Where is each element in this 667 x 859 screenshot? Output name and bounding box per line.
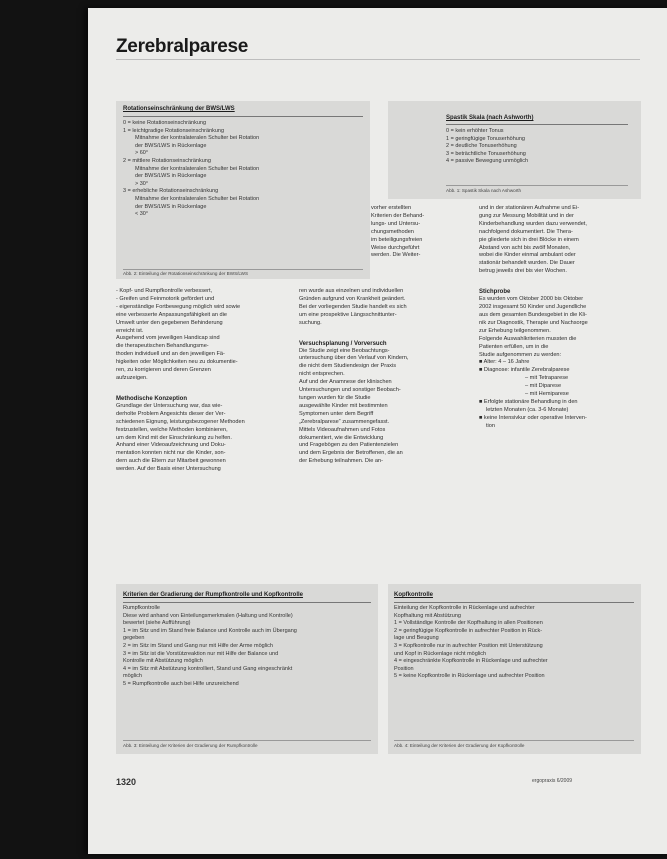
text-line: Studie aufgenommen zu werden: <box>479 351 562 358</box>
spastik-caption: Abb. 1: Spastik Skala nach Ashworth <box>446 188 522 193</box>
bullet-item: ■ keine Intensivkur oder operative Interven- <box>479 414 587 421</box>
text-line: gung zur Messung Mobilität und in der <box>479 212 574 219</box>
text-line: die therapeutischen Behandlungsme- <box>116 343 209 350</box>
text-line: Weise durchgeführt <box>371 244 420 251</box>
head-line: 5 = keine Kopfkontrolle in Rückenlage und aufrechter Position <box>394 673 545 680</box>
text-line: vorher erstellten <box>371 205 412 211</box>
bullet-item: – mit Diparese <box>525 383 562 390</box>
text-line: Kriterien der Behand- <box>371 212 425 219</box>
middle-column-top-text <box>371 205 424 260</box>
text-line: Patienten erfüllen, um in die <box>479 343 549 350</box>
text-line: festzustellen, welche Methoden kombinieren, <box>116 426 228 433</box>
text-line: werden. Auf der Basis einer Untersuchung <box>116 466 221 473</box>
text-line: higkeiten oder Möglichkeiten neu zu dokumentie- <box>116 359 238 366</box>
bullet-item: letzten Monaten (ca. 3-6 Monate) <box>486 406 569 413</box>
head-line: 1 = Vollständige Kontrolle der Kopfhaltung in allen Positionen <box>394 620 543 627</box>
text-line: „Zerebralparese“ zusammengefasst. <box>299 418 390 425</box>
rotation-line: 0 = keine Rotationseinschränkung <box>123 120 207 126</box>
trunk-line: 4 = im Sitz mit Abstützung kontrolliert, Stand und Gang eingeschränkt <box>123 665 293 672</box>
head-line: und Kopf in Rückenlage nicht möglich <box>394 650 487 657</box>
head-line: 4 = eingeschränkte Kopfkontrolle in Rückenlage und aufrechter <box>394 658 548 665</box>
text-line: erreicht ist. <box>116 327 144 334</box>
head-line: Position <box>394 665 414 672</box>
spastik-line: 1 = geringfügige Tonuserhöhung <box>446 135 525 142</box>
trunk-intro: bewertet (siehe Aufführung) <box>123 620 191 627</box>
text-line: aus dem gesamten Bundesgebiet in die Kli- <box>479 311 587 318</box>
rotation-line: > 60° <box>135 150 149 157</box>
text-line: wobei die Kinder einmal ambulant oder <box>479 252 576 259</box>
page-title: Zerebralparese <box>116 36 249 57</box>
text-line: ausgewählte Kinder mit bestimmten <box>299 402 388 409</box>
text-line: um dem Kind mit der Einschränkung zu helfen. <box>116 434 232 441</box>
spastik-line: 0 = kein erhöhter Tonus <box>446 128 504 134</box>
text-line: Symptomen unter dem Begriff <box>299 410 374 417</box>
trunk-line: 2 = im Sitz im Stand und Gang nur mit Hilfe der Arme möglich <box>123 642 273 649</box>
text-line: im beteiligungsfreien <box>371 236 423 243</box>
text-line: Abstand von acht bis zwölf Monaten, <box>479 244 571 251</box>
text-line: Kinderbehandlung wurden dazu verwendet, <box>479 220 587 227</box>
title-divider <box>116 59 640 60</box>
rotation-line: Mitnahme der kontralateralen Schulter bei Rotation <box>135 165 260 172</box>
text-line: Es wurden vom Oktober 2000 bis Oktober <box>479 296 584 303</box>
text-line: untersuchung über den Verlauf von Kindern, <box>299 355 409 362</box>
rotation-line: der BWS/LWS in Rückenlage <box>135 142 207 149</box>
text-line: betrug jeweils drei bis vier Wochen. <box>479 268 567 275</box>
bullet-item: ■ Erfolgte stationäre Behandlung in den <box>479 398 578 405</box>
text-line: ren, zu korrigieren und deren Grenzen <box>116 367 211 374</box>
bullet-item: – mit Hemiparese <box>525 391 569 398</box>
spastik-line: 4 = passive Bewegung unmöglich <box>446 158 529 165</box>
head-control-rule <box>394 602 634 603</box>
head-control-heading: Kopfkontrolle <box>394 592 433 598</box>
rotation-line: der BWS/LWS in Rückenlage <box>135 203 207 210</box>
spastik-box-rule <box>446 124 628 125</box>
text-line: ren wurde aus einzelnen und individuellen <box>299 288 404 294</box>
rotation-box-rule <box>123 116 363 117</box>
rotation-line: 2 = mittlere Rotationseinschränkung <box>123 157 211 164</box>
text-line: Grundlage der Untersuchung war, das wie- <box>116 402 223 409</box>
spastik-box-lines <box>446 128 528 166</box>
trunk-line: gegeben <box>123 635 145 642</box>
trunk-caption-rule <box>123 740 371 741</box>
head-line: 2 = geringfügige Kopfkontrolle in aufrechter Position in Rück- <box>394 627 543 634</box>
text-line: nik zur Diagnostik, Therapie und Nachsorge <box>479 319 588 326</box>
trunk-control-lines <box>123 605 297 689</box>
text-line: tungen wurden für die Studie <box>299 394 371 401</box>
trunk-line: 3 = im Sitz ist die Vorstützreaktion nur mit Hilfe der Balance und <box>123 650 279 657</box>
text-line: um eine prospektive Längsschnittunter- <box>299 311 397 318</box>
trunk-line: möglich <box>123 673 142 680</box>
rotation-caption: Abb. 2: Einteilung der Rotationseinschränkung der BWS/LWS <box>123 271 249 276</box>
text-line: lungs- und Untersu- <box>371 220 421 227</box>
text-line: zur Erhebung teilgenommen. <box>479 327 551 334</box>
text-line: Die Studie zeigt eine Beobachtungs- <box>299 347 390 354</box>
section-heading-methodik: Methodische Konzeption <box>116 395 187 402</box>
text-line: nachfolgend dokumentiert. Die Thera- <box>479 228 573 235</box>
text-line: Gründen aufgrund von Krankheit geändert. <box>299 295 406 302</box>
trunk-control-rule <box>123 602 371 603</box>
page-number: 1320 <box>116 777 137 787</box>
text-line: Umwelt unter den gegebenen Behinderung <box>116 319 223 326</box>
text-line: pie gliederte sich in drei Blöcke in einem <box>479 236 579 243</box>
left-column <box>116 288 245 474</box>
bullet-item: tion <box>486 422 496 429</box>
rotation-line: 3 = erhebliche Rotationseinschränkung <box>123 188 219 195</box>
text-line: werden. Die Weiter- <box>371 252 421 259</box>
rotation-line: Mitnahme der kontralateralen Schulter bei Rotation <box>135 195 260 202</box>
head-line: lage und Beugung <box>394 635 439 642</box>
head-caption-rule <box>394 740 634 741</box>
text-line: Auf und der Anamnese der klinischen <box>299 379 392 386</box>
rotation-line: Mitnahme der kontralateralen Schulter bei Rotation <box>135 135 260 142</box>
trunk-line: Kontrolle mit Abstützung möglich <box>123 658 203 665</box>
bullet-item: ■ Diagnose: infantile Zerebralparese <box>479 367 570 374</box>
text-line: stationär behandelt wurden. Die Dauer <box>479 260 575 267</box>
trunk-caption: Abb. 3: Einteilung der Kriterien der Gradierung der Rumpfkontrolle <box>123 743 258 748</box>
rotation-line: der BWS/LWS in Rückenlage <box>135 173 207 180</box>
spastik-box-heading: Spastik Skala (nach Ashworth) <box>446 115 534 121</box>
journal-name: ergopraxis 6/2009 <box>532 778 573 784</box>
text-line: schiedenen Eignung, leistungsbezogener Methoden <box>116 418 245 425</box>
spastik-caption-rule <box>446 185 628 186</box>
trunk-line: 1 = im Sitz und im Stand freie Balance und Kontrolle auch im Übergang <box>123 627 297 634</box>
trunk-subheading: Rumpfkontrolle <box>123 605 160 611</box>
middle-column <box>299 288 408 466</box>
text-line: suchung. <box>299 319 322 326</box>
trunk-intro: Diese wird anhand von Einteilungsmerkmalen (Haltung und Kontrolle) <box>123 612 293 619</box>
text-line: Mittels Videoaufnahmen und Fotos <box>299 426 386 433</box>
text-line: dokumentiert, wie die Entwicklung <box>299 434 384 441</box>
trunk-control-heading: Kriterien der Gradierung der Rumpfkontrolle und Kopfkontrolle <box>123 592 304 598</box>
rotation-line: 1 = leichtgradige Rotationseinschränkung <box>123 127 225 134</box>
head-intro: Kopfhaltung mit Abstützung <box>394 612 461 619</box>
text-line: 2002 insgesamt 50 Kinder und Jugendliche <box>479 304 587 311</box>
text-line: und Fragebögen zu den Patientenzielen <box>299 442 399 449</box>
text-line: Ausgehend vom jeweiligen Handicap sind <box>116 335 220 342</box>
head-intro: Einteilung der Kopfkontrolle in Rückenlage und aufrechter <box>394 605 535 611</box>
text-line: derholte Problem Angesichts dieser der Ver- <box>116 410 226 417</box>
text-line: Folgende Auswahlkriterien mussten die <box>479 335 577 342</box>
text-line: nicht entsprechen. <box>299 371 345 378</box>
spastik-line: 2 = deutliche Tonuserhöhung <box>446 143 517 150</box>
text-line: und dem Ergebnis der Betroffenen, die an <box>299 450 403 457</box>
text-line: Untersuchungen und sonstiger Beobach- <box>299 387 401 394</box>
text-line: und in der stationären Aufnahme und Ei- <box>479 205 580 211</box>
bullet-item: – mit Tetraparese <box>525 375 569 382</box>
text-line: der Erhebung teilnahmen. Die an- <box>299 458 383 465</box>
rotation-box-lines <box>123 120 259 219</box>
rotation-box-heading: Rotationseinschränkung der BWS/LWS <box>123 106 235 112</box>
text-line: - eigenständige Fortbewegung möglich wird sowie <box>116 303 241 310</box>
text-line: mentation konnten nicht nur die Kinder, son- <box>116 450 226 457</box>
spastik-line: 3 = beträchtliche Tonuserhöhung <box>446 150 526 157</box>
text-line: - Greifen und Feinmotorik gefördert und <box>116 295 215 302</box>
text-line: eine verbesserte Anpassungsfähigkeit an die <box>116 311 228 318</box>
rotation-line: > 30° <box>135 180 149 187</box>
text-line: thoden individuell und an den jeweiligen Fä- <box>116 351 225 358</box>
text-line: - Kopf- und Rumpfkontrolle verbessert, <box>116 288 213 294</box>
head-caption: Abb. 4: Einteilung der Kriterien der Gradierung der Kopfkontrolle <box>394 743 525 748</box>
text-line: Bei der vorliegenden Studie handelt es sich <box>299 303 407 310</box>
section-heading-stichprobe: Stichprobe <box>479 289 511 296</box>
rotation-line: < 30° <box>135 211 149 218</box>
head-control-lines <box>394 605 548 681</box>
text-line: Anhand einer Videoaufzeichnung und Doku- <box>116 442 226 449</box>
bullet-item: ■ Alter: 4 – 16 Jahre <box>479 359 530 366</box>
rotation-caption-rule <box>123 269 363 270</box>
head-line: 3 = Kopfkontrolle nur in aufrechter Position mit Unterstützung <box>394 642 543 649</box>
text-line: dern auch die Eltern zur Mitarbeit gewonnen <box>116 458 226 465</box>
text-line: die nicht dem Studiendesign der Praxis <box>299 363 397 370</box>
text-line: aufzuzeigen. <box>116 374 148 381</box>
section-heading-versuchsplanung: Versuchsplanung / Vorversuch <box>299 340 387 347</box>
trunk-line: 5 = Rumpfkontrolle auch bei Hilfe unzureichend <box>123 680 239 687</box>
text-line: chungsmethoden <box>371 228 414 235</box>
right-column <box>479 205 588 431</box>
